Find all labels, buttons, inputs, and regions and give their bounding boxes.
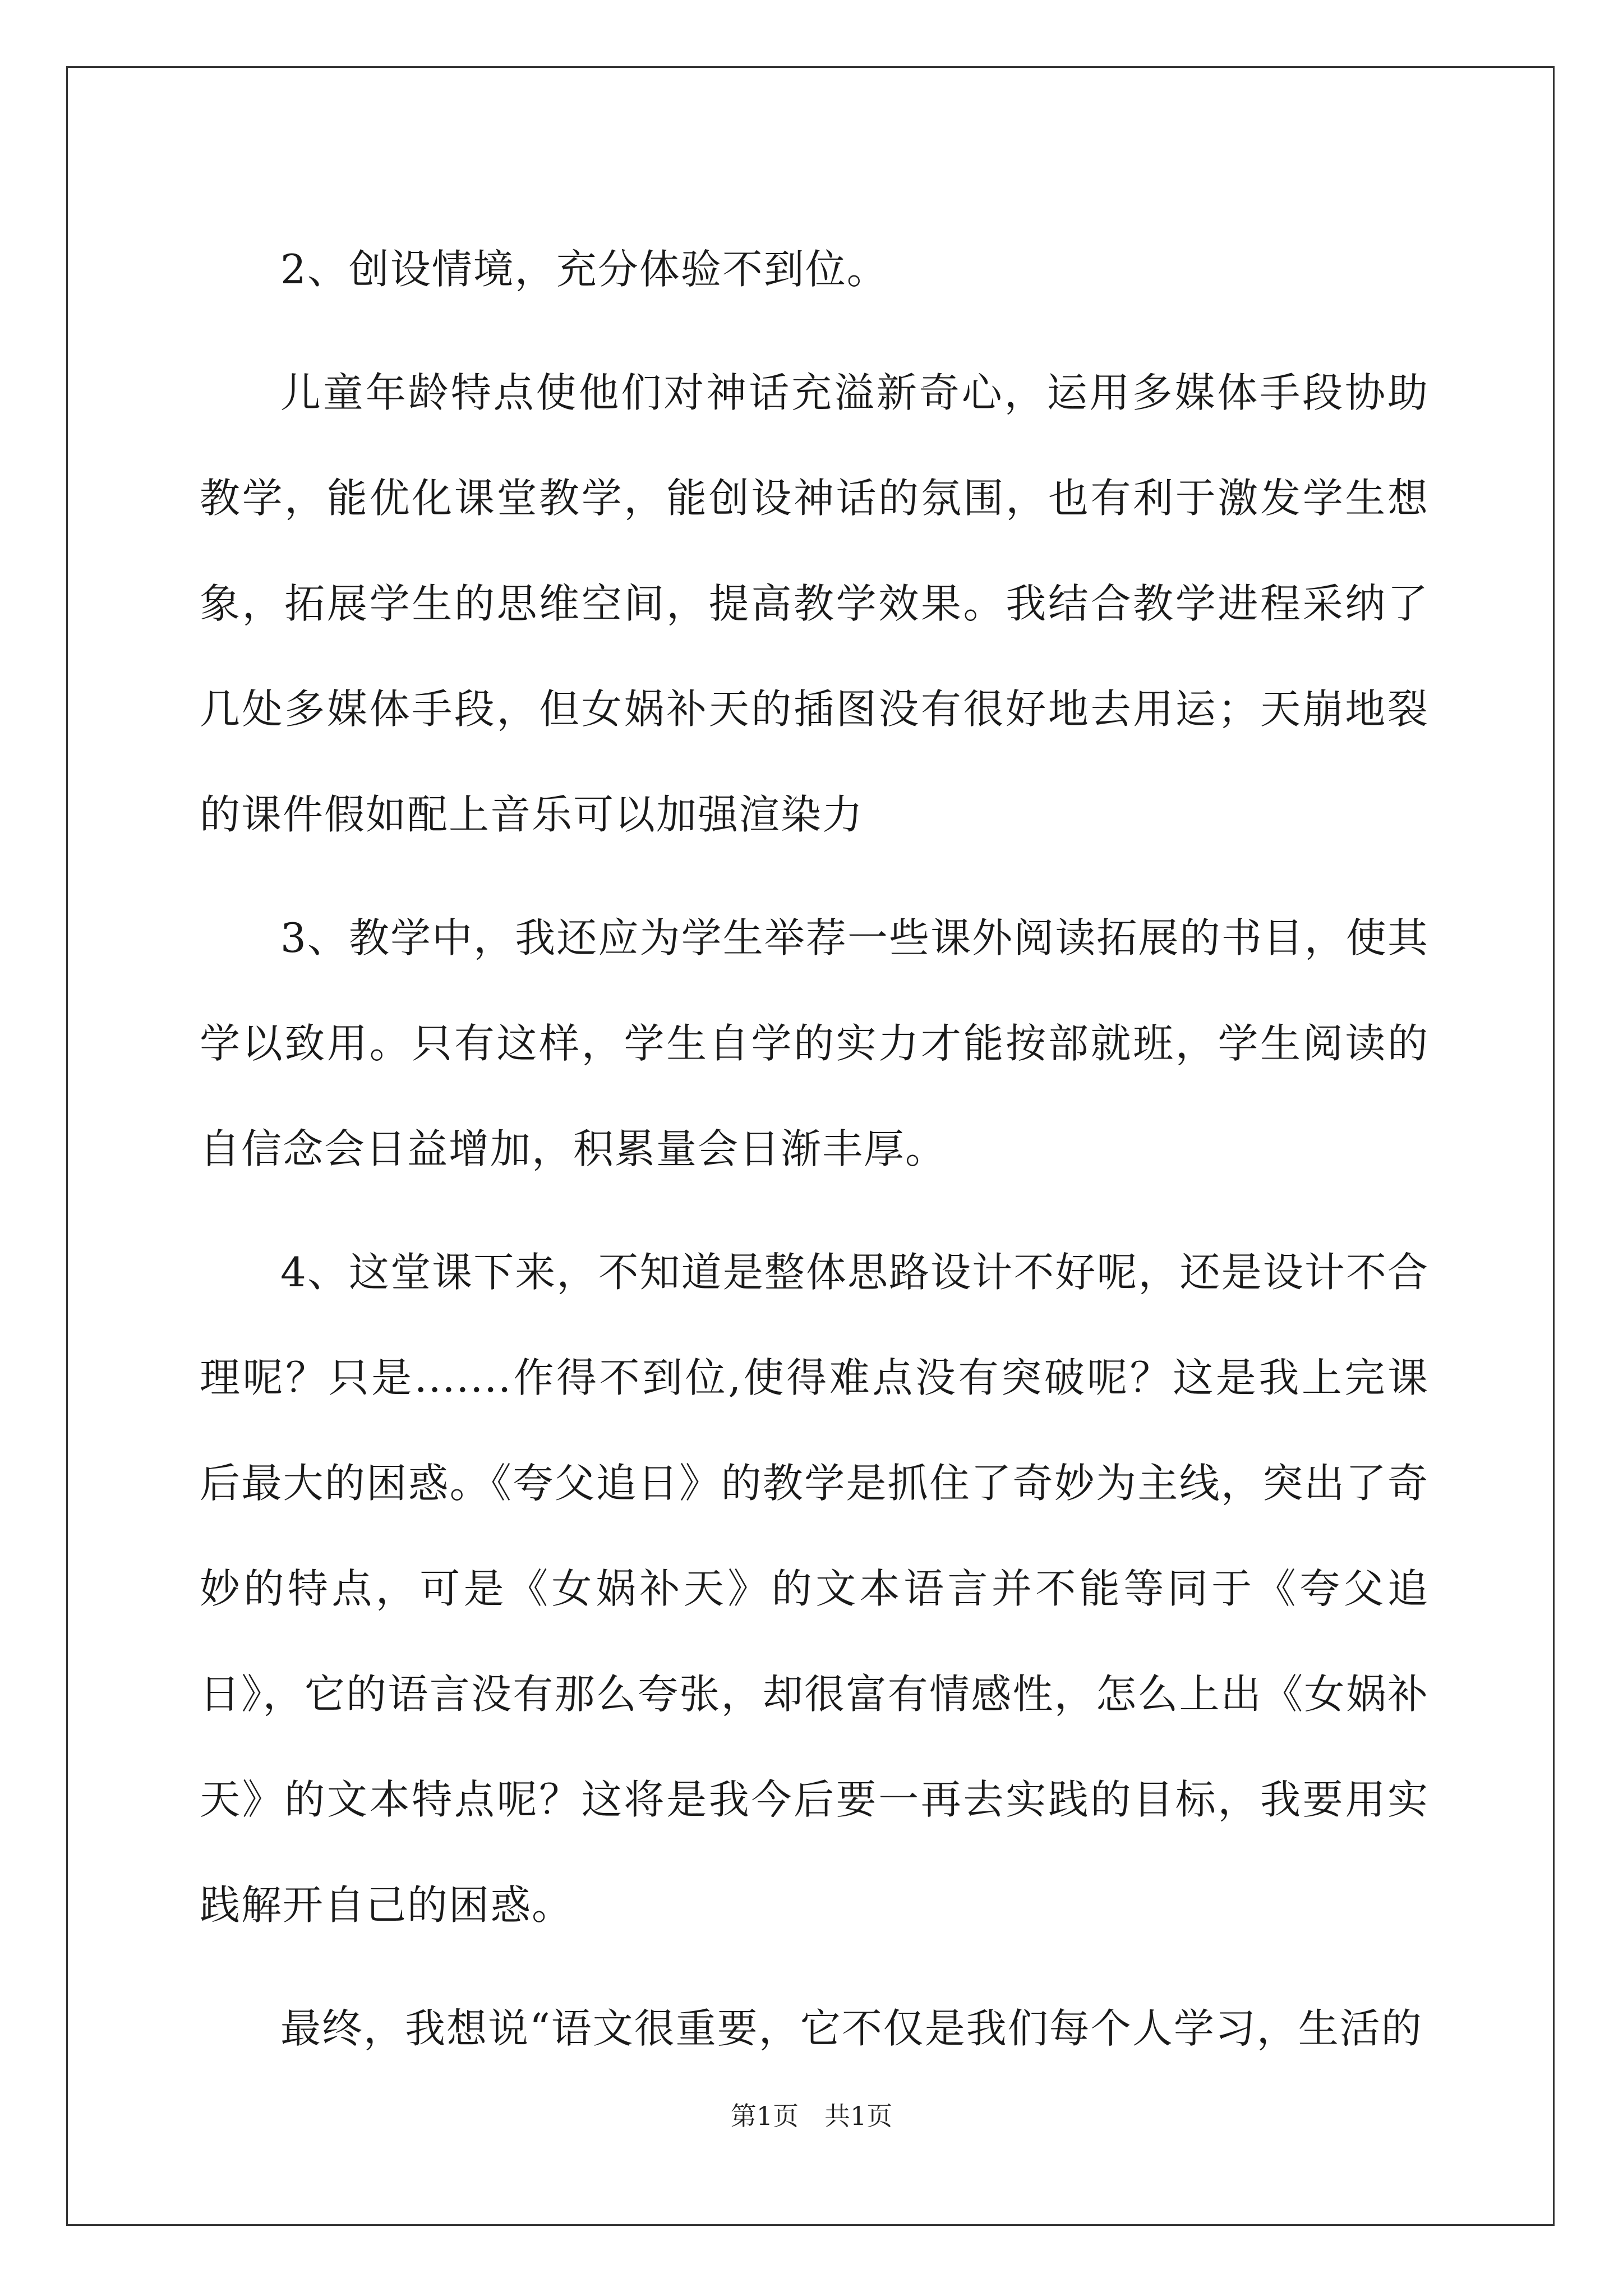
paragraph-1: 2、创设情境，充分体验不到位。	[280, 246, 888, 293]
paragraph-2: 儿童年龄特点使他们对神话充溢新奇心，运用多媒体手段协助教学，能优化课堂教学，能创设神话的氛围，也有利于激发学生想象，拓展学生的思维空间，提高教学效果。我结合教学进程采纳了几处多媒体手段，但女娲补天的插图没有很好地去用运；天崩地裂的课件假如配上音乐可以加强渲染力	[200, 369, 1429, 838]
page-footer: 第1页 共1页	[730, 2101, 893, 2131]
paragraph-5: 最终，我想说“语文很重要，它不仅是我们每个人学习，生活的	[280, 2005, 1423, 2052]
paragraph-4: 4、这堂课下来，不知道是整体思路设计不好呢，还是设计不合理呢？只是.......作得不到位,使得难点没有突破呢？这是我上完课后最大的困惑。《夸父追日》的教学是抓住了奇妙为主线，突出了奇妙的特点，可是《女娲补天》的文本语言并不能等同于《夸父追日》，它的语言没有那么夸张，却很富有情感性，怎么上出《女娲补天》的文本特点呢？这将是我今后要一再去实践的目标，我要用实践解开自己的困惑。	[200, 1249, 1429, 1929]
paragraph-3: 3、教学中，我还应为学生举荐一些课外阅读拓展的书目，使其学以致用。只有这样，学生自学的实力才能按部就班，学生阅读的自信念会日益增加，积累量会日渐丰厚。	[200, 914, 1429, 1172]
document-body	[200, 217, 1429, 2099]
